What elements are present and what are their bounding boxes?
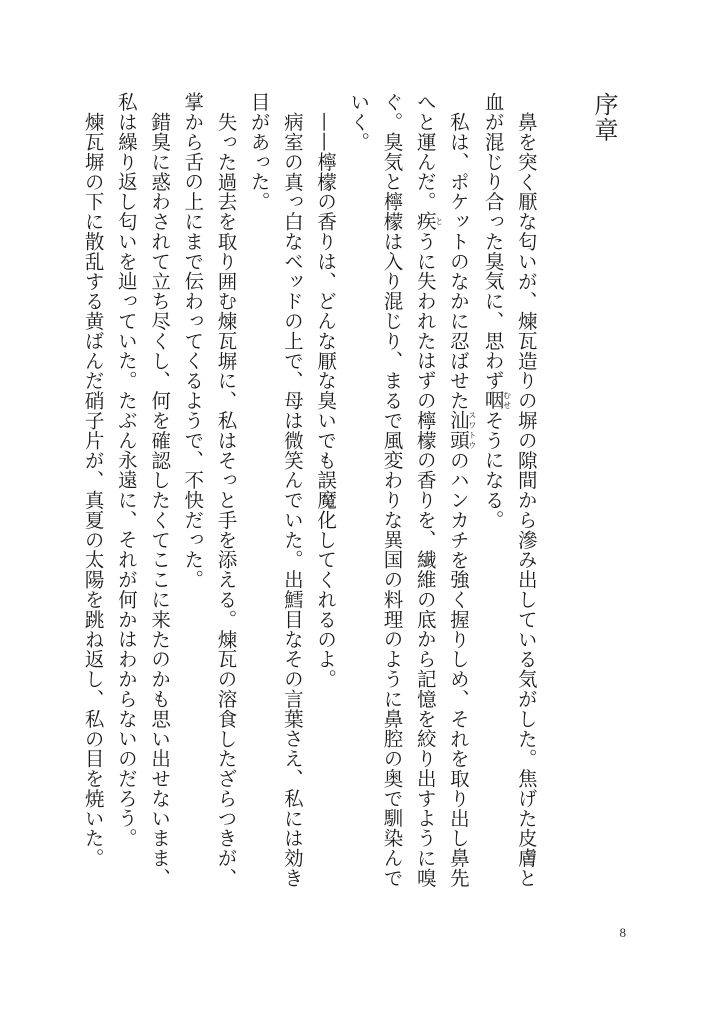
ruby-reading: と — [434, 211, 444, 232]
ruby-annotation — [481, 390, 512, 411]
text-run: 失った過去を取り囲む煉瓦塀に、私はそっと手を添える。煉瓦の溶食したざらつきが、掌から舌の上にまで伝わってくるようで、不快だった。 — [181, 92, 238, 888]
paragraph — [76, 92, 109, 892]
page-number: 8 — [619, 925, 626, 940]
text-run: 鼻を突く厭な匂いが、煉瓦造りの塀の隙間から滲み出している気がした。焦げた皮膚と血が混じり合った臭気に、思わず — [481, 92, 538, 888]
text-run: うに失われたはずの檸檬の香りを、繊維の底から記憶を絞り出すように嗅ぐ。臭気と檸檬は入り混じり、まるで風変わりな異国の料理のように鼻腔の奥で馴染んでいく。 — [347, 92, 437, 888]
text-run: 錯臭に惑わされて立ち尽くし、何を確認したくてここに来たのかも思い出せないまま、私は繰り返し匂いを辿っていた。たぶん永遠に、それが何かはわからないのだろう。 — [114, 92, 172, 888]
chapter-title: 序章 — [590, 92, 618, 143]
text-run: 煉瓦塀の下に散乱する黄ばんだ硝子片が、真夏の太陽を跳ね返し、私の目を焼いた。 — [81, 111, 105, 868]
ruby-base: 汕頭 — [446, 409, 470, 450]
ruby-reading: むせ — [502, 390, 512, 411]
text-run: のハンカチを強く握りしめ、それを取り出し鼻先へと運んだ。 — [413, 92, 470, 888]
text-run: そうになる。 — [481, 410, 505, 530]
ruby-base: 咽 — [481, 390, 505, 411]
text-run: 病室の真っ白なベッドの上で、母は微笑んでいた。出鱈目なその言葉さえ、私には効き目があった。 — [247, 92, 304, 888]
ruby-annotation — [413, 211, 444, 232]
ruby-reading: スワトウ — [467, 409, 477, 450]
text-run: ——檸檬の香りは、どんな厭な臭いでも誤魔化してくれるのよ。 — [314, 111, 338, 689]
ruby-annotation — [446, 409, 477, 450]
vertical-text-body — [76, 92, 620, 892]
paragraph — [110, 92, 176, 892]
paragraph — [476, 92, 542, 892]
paragraph — [342, 92, 476, 892]
paragraph-container — [76, 92, 542, 892]
ruby-base: 疾 — [413, 211, 437, 232]
paragraph — [309, 92, 342, 892]
paragraph — [242, 92, 308, 892]
paragraph — [176, 92, 242, 892]
text-run: 私は、ポケットのなかに忍ばせた — [446, 111, 470, 410]
